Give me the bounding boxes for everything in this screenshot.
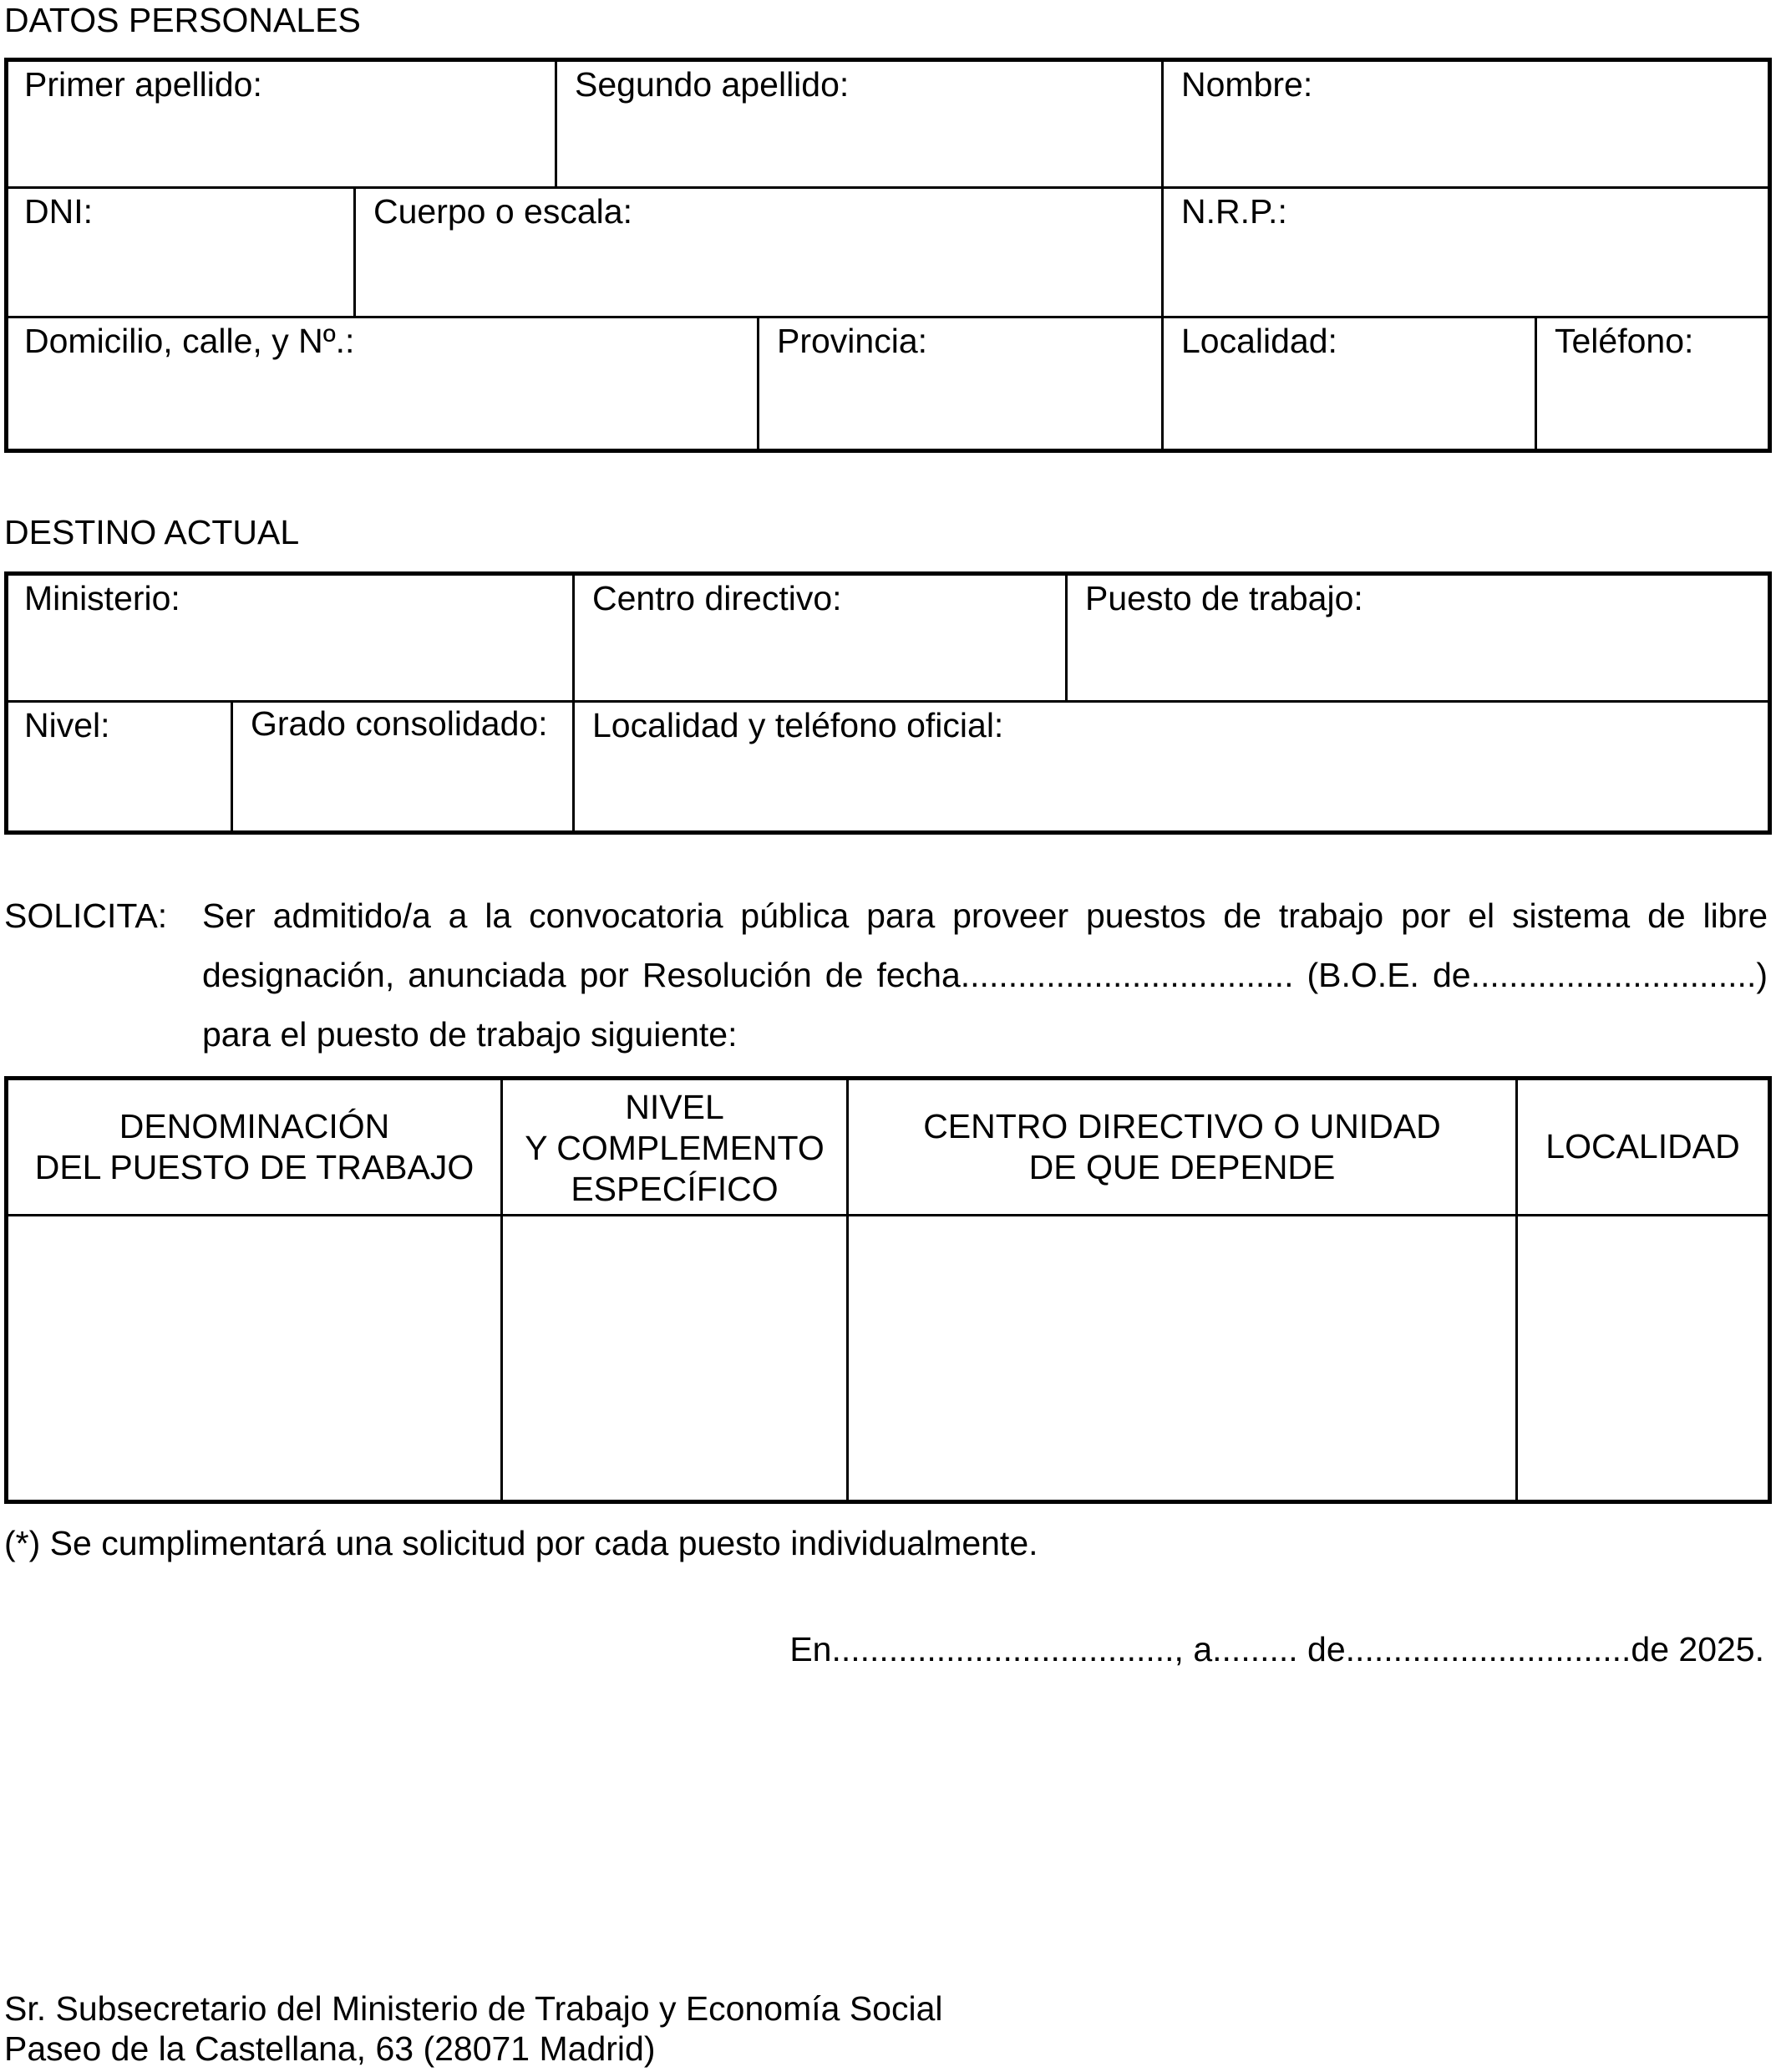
field-centro-directivo[interactable]: Centro directivo: (592, 579, 842, 617)
table-cell-denominacion[interactable] (8, 1216, 500, 1500)
field-localidad[interactable]: Localidad: (1181, 322, 1337, 360)
section-title-destino-actual: DESTINO ACTUAL (4, 513, 300, 551)
divider (757, 316, 759, 453)
datos-personales-box (4, 58, 1772, 453)
field-cuerpo-escala[interactable]: Cuerpo o escala: (373, 192, 632, 231)
divider (1065, 571, 1068, 702)
divider (555, 58, 557, 188)
addressee-line-1: Sr. Subsecretario del Ministerio de Trabajo y Economía Social (4, 1989, 943, 2028)
divider (4, 186, 1772, 189)
table-cell-localidad[interactable] (1518, 1216, 1768, 1500)
column-header-localidad: LOCALIDAD (1545, 1127, 1740, 1166)
divider (1535, 316, 1537, 453)
divider (231, 700, 233, 835)
solicita-text-line-2: designación, anunciada por Resolución de fecha................................... (B.O.E. de..............................) (202, 956, 1768, 994)
table-cell-nivel[interactable] (503, 1216, 846, 1500)
solicita-label: SOLICITA: (4, 896, 168, 935)
footnote: (*) Se cumplimentará una solicitud por cada puesto individualmente. (4, 1524, 1038, 1562)
date-line[interactable]: En...................................., a......... de..............................de 2025. (789, 1630, 1764, 1668)
divider (4, 316, 1772, 318)
field-puesto-trabajo[interactable]: Puesto de trabajo: (1085, 579, 1363, 617)
solicita-text-line-1: Ser admitido/a a la convocatoria pública para proveer puestos de trabajo por el sistema de libre (202, 896, 1768, 935)
field-nrp[interactable]: N.R.P.: (1181, 192, 1287, 231)
field-localidad-telefono-oficial[interactable]: Localidad y teléfono oficial: (592, 706, 1004, 744)
field-segundo-apellido[interactable]: Segundo apellido: (575, 65, 850, 104)
field-nombre[interactable]: Nombre: (1181, 65, 1313, 104)
column-header-centro-directivo: CENTRO DIRECTIVO O UNIDAD DE QUE DEPENDE (923, 1107, 1441, 1187)
divider (353, 186, 356, 317)
column-header-denominacion: DENOMINACIÓN DEL PUESTO DE TRABAJO (34, 1107, 474, 1187)
field-telefono[interactable]: Teléfono: (1555, 322, 1694, 360)
section-title-datos-personales: DATOS PERSONALES (4, 1, 361, 39)
field-dni[interactable]: DNI: (24, 192, 93, 231)
solicita-text-line-3: para el puesto de trabajo siguiente: (202, 1015, 738, 1054)
field-provincia[interactable]: Provincia: (777, 322, 928, 360)
field-grado-consolidado[interactable]: Grado consolidado: (251, 704, 548, 743)
divider (4, 700, 1772, 703)
divider (1161, 58, 1164, 453)
field-domicilio[interactable]: Domicilio, calle, y Nº.: (24, 322, 355, 360)
column-header-nivel: NIVEL Y COMPLEMENTO ESPECÍFICO (525, 1088, 825, 1209)
addressee-line-2: Paseo de la Castellana, 63 (28071 Madrid) (4, 2029, 656, 2068)
field-nivel[interactable]: Nivel: (24, 706, 110, 744)
field-primer-apellido[interactable]: Primer apellido: (24, 65, 262, 104)
divider (572, 571, 575, 835)
field-ministerio[interactable]: Ministerio: (24, 579, 180, 617)
table-cell-centro-directivo[interactable] (849, 1216, 1515, 1500)
